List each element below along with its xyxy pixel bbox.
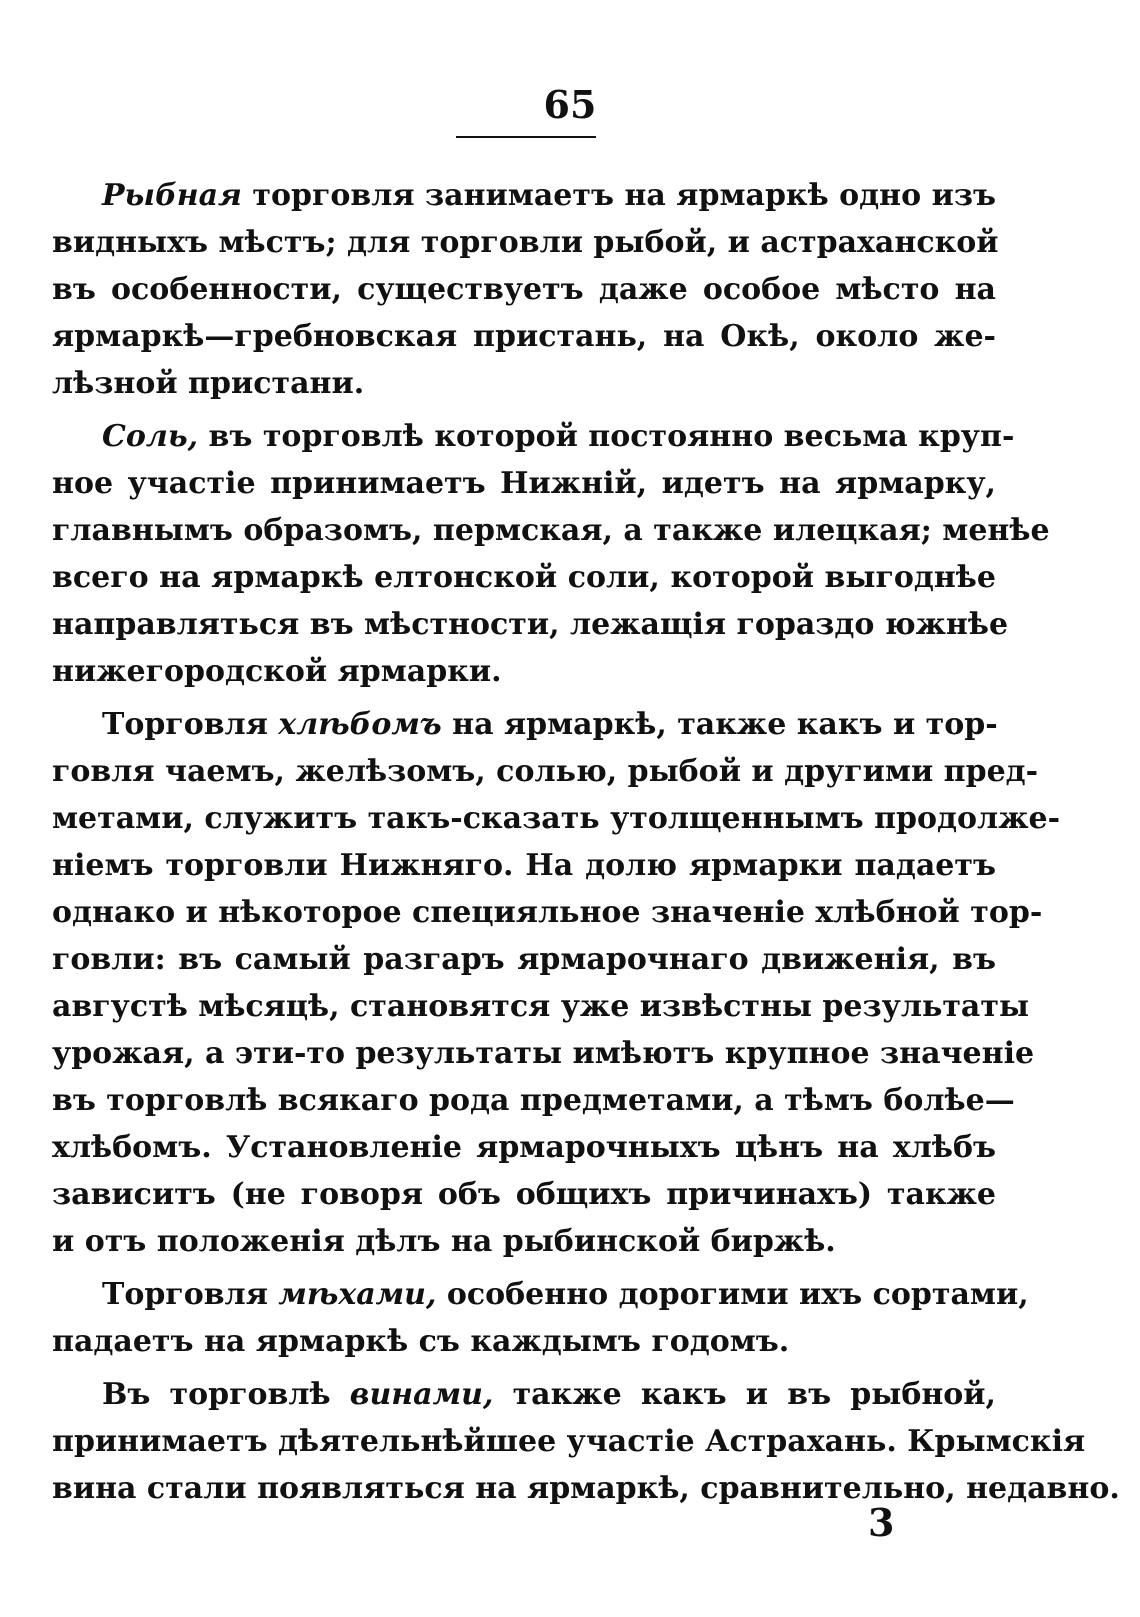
paragraph-fur-trade — [52, 1271, 1029, 1365]
text-line: говля чаемъ, желѣзомъ, солью, рыбой и другими пред- — [52, 754, 1039, 789]
paragraph-salt-trade — [52, 413, 1050, 695]
signature-mark: 3 — [868, 1500, 895, 1545]
text-line: метами, служитъ такъ-сказать утолщеннымъ продолже- — [52, 801, 1061, 836]
text-line: вина стали появляться на ярмаркѣ, сравнительно, недавно. — [52, 1471, 1120, 1506]
text-line: урожая, а эти-то результаты имѣютъ крупное значеніе — [52, 1036, 1035, 1071]
text-line — [52, 1271, 1029, 1318]
text-line: хлѣбомъ. Установленіе ярмарочныхъ цѣнъ на хлѣбъ — [52, 1130, 996, 1165]
text-line: говли: въ самый разгаръ ярмарочнаго движенія, въ — [52, 942, 996, 977]
text-line: принимаетъ дѣятельнѣйшее участіе Астрахань. Крымскія — [52, 1424, 1086, 1459]
text-line: ніемъ торговли Нижняго. На долю ярмарки падаетъ — [52, 848, 996, 883]
paragraph-wine-trade — [52, 1371, 1120, 1512]
text-line — [52, 413, 1015, 460]
text-line: лѣзной пристани. — [52, 366, 365, 401]
emphasis-word: мѣхами, — [278, 1277, 437, 1312]
text-line: видныхъ мѣстъ; для торговли рыбой, и астраханской — [52, 225, 999, 260]
line-text: Торговля — [102, 1277, 279, 1312]
text-line: августѣ мѣсяцѣ, становятся уже извѣстны результаты — [52, 989, 1030, 1024]
text-line: и отъ положенія дѣлъ на рыбинской биржѣ. — [52, 1224, 836, 1259]
line-text: особенно дорогими ихъ сортами, — [436, 1277, 1029, 1312]
emphasis-word: Соль, — [102, 419, 199, 454]
line-text: на ярмаркѣ, также какъ и тор- — [441, 707, 998, 742]
text-line: главнымъ образомъ, пермская, а также илецкая; менѣе — [52, 513, 1050, 548]
text-line: нижегородской ярмарки. — [52, 654, 502, 689]
text-line: однако и нѣкоторое специяльное значеніе хлѣбной тор- — [52, 895, 1043, 930]
text-line: въ особенности, существуетъ даже особое мѣсто на — [52, 272, 996, 307]
emphasis-word: Рыбная — [102, 178, 242, 213]
text-line: въ торговлѣ всякаго рода предметами, а тѣмъ болѣе— — [52, 1083, 1015, 1118]
line-text: также какъ и въ рыбной, — [493, 1377, 996, 1412]
paragraph-grain-trade — [52, 701, 1061, 1265]
header-rule — [456, 136, 596, 138]
line-text: Торговля — [102, 707, 279, 742]
text-line: направляться въ мѣстности, лежащія гораздо южнѣе — [52, 607, 1009, 642]
paragraph-fish-trade — [52, 172, 999, 407]
text-line — [52, 172, 996, 219]
line-text: въ торговлѣ которой постоянно весьма круп- — [198, 419, 1015, 454]
body-text — [52, 172, 1120, 1512]
text-line: зависитъ (не говоря объ общихъ причинахъ) также — [52, 1177, 996, 1212]
line-text: Въ торговлѣ — [102, 1377, 350, 1412]
page-number: 65 — [543, 82, 597, 127]
text-line: всего на ярмаркѣ елтонской соли, которой выгоднѣе — [52, 560, 996, 595]
emphasis-word: винами, — [349, 1377, 494, 1412]
line-text: торговля занимаетъ на ярмаркѣ одно изъ — [241, 178, 996, 213]
text-line — [52, 1371, 996, 1418]
emphasis-word: хлѣбомъ — [278, 707, 442, 742]
text-line: ярмаркѣ—гребновская пристань, на Окѣ, около же- — [52, 319, 996, 354]
text-line: ное участіе принимаетъ Нижній, идетъ на ярмарку, — [52, 466, 996, 501]
text-line — [52, 701, 996, 748]
text-line: падаетъ на ярмаркѣ съ каждымъ годомъ. — [52, 1324, 790, 1359]
